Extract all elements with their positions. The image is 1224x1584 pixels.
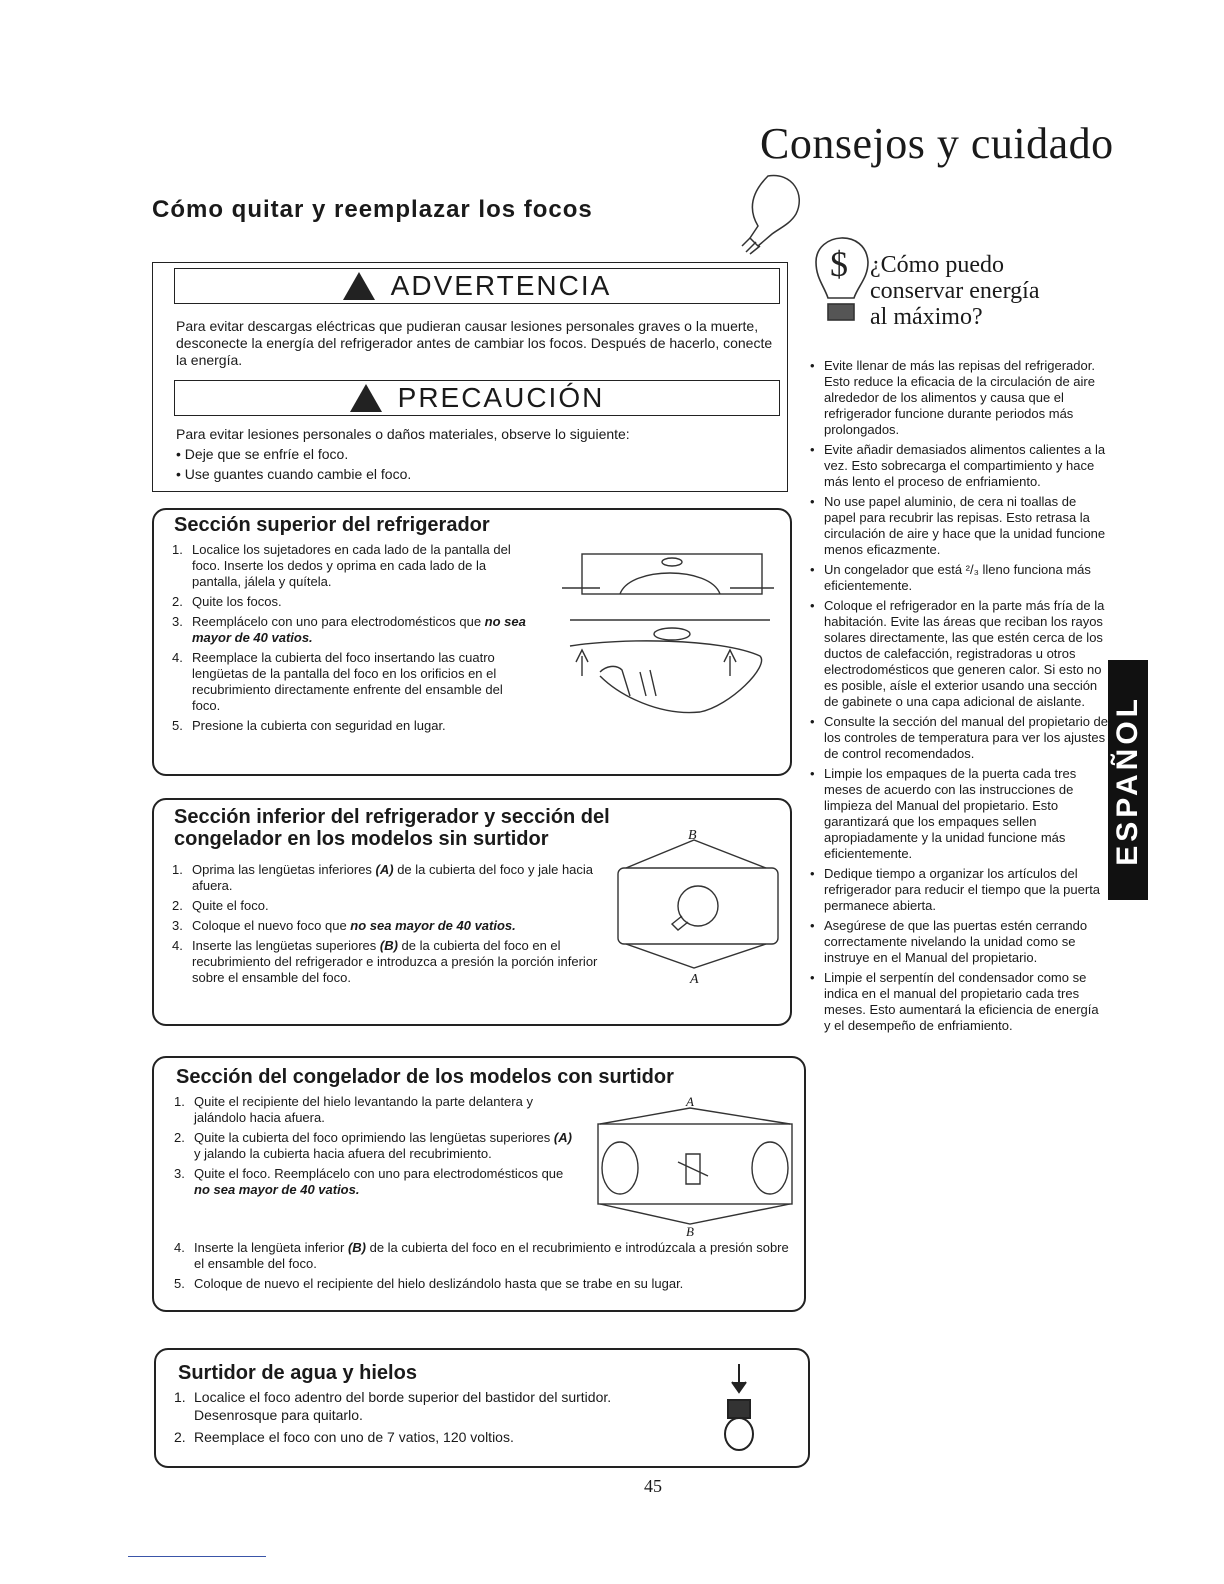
list-item: 4. Reemplace la cubierta del foco insertando las cuatro lengüetas de la pantalla del foco en los orificios en el recubrimiento directamente enfrente del ensamble del foco. bbox=[172, 650, 503, 713]
caution-intro: Para evitar lesiones personales o daños materiales, observe lo siguiente: bbox=[176, 426, 630, 442]
lower-light-cover-illustration bbox=[606, 828, 786, 988]
list-item: 2. Quite la cubierta del foco oprimiendo las lengüetas superiores (A) y jalando la cubierta hacia afuera del recubrimiento. bbox=[174, 1130, 572, 1161]
upper-light-shield-illustration bbox=[560, 546, 780, 726]
section-title: Cómo quitar y reemplazar los focos bbox=[152, 196, 593, 223]
list-item: 5. Presione la cubierta con seguridad en lugar. bbox=[172, 718, 446, 733]
freezer-label-b: B bbox=[686, 1224, 694, 1239]
dollar-sign: $ bbox=[830, 244, 848, 284]
upper-steps bbox=[170, 542, 530, 738]
list-item: 1. Oprima las lengüetas inferiores (A) de la cubierta del foco y jale hacia afuera. bbox=[172, 862, 594, 893]
list-item: 2. Quite el foco. bbox=[172, 898, 269, 913]
energy-tips-list bbox=[808, 358, 1108, 1038]
list-item: 4. Inserte las lengüetas superiores (B) de la cubierta del foco en el recubrimiento del refrigerador e introduzca a presión la porción inferior sobre el ensamble del foco. bbox=[172, 938, 598, 985]
list-item: • Evite llenar de más las repisas del refrigerador. Esto reduce la eficacia de la circulación de aire alrededor de los alimentos y causa que el refrigerador funcione durante periodos más prolongados. bbox=[808, 358, 1108, 438]
label-b: B bbox=[688, 828, 697, 843]
caution-header bbox=[174, 380, 780, 416]
warning-heading: ADVERTENCIA bbox=[390, 270, 612, 301]
list-item: 3. Quite el foco. Reemplácelo con uno para electrodomésticos que no sea mayor de 40 vatios. bbox=[174, 1166, 564, 1197]
lower-section-title: Sección inferior del refrigerador y sección del congelador en los modelos sin surtidor bbox=[174, 806, 610, 850]
list-item: 5. Coloque de nuevo el recipiente del hielo deslizándolo hasta que se trabe en su lugar. bbox=[174, 1276, 684, 1291]
dispenser-section-title: Surtidor de agua y hielos bbox=[178, 1362, 417, 1384]
list-item: • Limpie el serpentín del condensador como se indica en el manual del propietario cada tres meses. Esto aumentará la eficiencia de energía y el desempeño de enfriamiento. bbox=[808, 970, 1108, 1034]
sidebar-title: ¿Cómo puedo conservar energía al máximo? bbox=[870, 252, 1040, 330]
caution-item: • Use guantes cuando cambie el foco. bbox=[176, 466, 412, 482]
list-item: 3. Reemplácelo con uno para electrodomésticos que no sea mayor de 40 vatios. bbox=[172, 614, 526, 645]
freezer-steps-b bbox=[172, 1240, 792, 1296]
list-item: 2. Quite los focos. bbox=[172, 594, 282, 609]
dispenser-section bbox=[178, 1362, 678, 1384]
footer-divider bbox=[128, 1556, 266, 1557]
light-bulb-icon bbox=[720, 168, 810, 258]
page-number: 45 bbox=[644, 1476, 662, 1496]
list-item: 2. Reemplace el foco con uno de 7 vatios, 120 voltios. bbox=[174, 1429, 514, 1445]
list-item: • Dedique tiempo a organizar los artículos del refrigerador para reducir el tiempo que la puerta permanece abierta. bbox=[808, 866, 1108, 914]
list-item: 1. Localice el foco adentro del borde superior del bastidor del surtidor. Desenrosque para quitarlo. bbox=[174, 1389, 612, 1423]
list-item: • Un congelador que está ²/₃ lleno funciona más eficientemente. bbox=[808, 562, 1108, 594]
caution-triangle-icon bbox=[350, 384, 382, 412]
upper-section-title: Sección superior del refrigerador bbox=[174, 514, 490, 536]
dispenser-bulb-icon bbox=[714, 1360, 764, 1456]
warning-text: Para evitar descargas eléctricas que pudieran causar lesiones personales graves o la muerte, desconecte la energía del refrigerador antes de cambiar los focos. Después de hacerlo, conecte la energía. bbox=[176, 318, 773, 368]
freezer-section bbox=[176, 1066, 776, 1088]
caution-item: • Deje que se enfríe el foco. bbox=[176, 446, 349, 462]
warning-header bbox=[174, 268, 780, 304]
freezer-steps-a bbox=[172, 1094, 582, 1202]
upper-section bbox=[174, 514, 774, 536]
freezer-section-title: Sección del congelador de los modelos con surtidor bbox=[176, 1066, 674, 1088]
list-item: • Consulte la sección del manual del propietario de los controles de temperatura para ver los ajustes de control recomendados. bbox=[808, 714, 1108, 762]
freezer-light-illustration bbox=[590, 1098, 800, 1238]
list-item: 1. Quite el recipiente del hielo levantando la parte delantera y jalándolo hacia afuera. bbox=[174, 1094, 533, 1125]
list-item: • No use papel aluminio, de cera ni toallas de papel para recubrir las repisas. Esto retrasa la circulación de aire y hace que la unidad funcione menos eficazmente. bbox=[808, 494, 1108, 558]
list-item: • Evite añadir demasiados alimentos calientes a la vez. Esto sobrecarga el compartimiento y hace más lento el proceso de enfriamiento. bbox=[808, 442, 1108, 490]
freezer-label-a: A bbox=[686, 1094, 694, 1109]
caution-heading: PRECAUCIÓN bbox=[397, 382, 605, 413]
list-item: • Coloque el refrigerador en la parte más fría de la habitación. Evite las áreas que reciban los rayos solares directamente, las que estén cerca de los ductos de calefacción, registradoras u otros electrodomésticos que generen calor. Si esto no es posible, aísle el exterior usando una sección de gabinete o una capa adicional de aislante. bbox=[808, 598, 1108, 710]
lower-section bbox=[174, 806, 614, 850]
page-title: Consejos y cuidado bbox=[760, 119, 1114, 168]
label-a: A bbox=[690, 972, 699, 987]
list-item: 3. Coloque el nuevo foco que no sea mayor de 40 vatios. bbox=[172, 918, 516, 933]
language-tab: ESPAÑOL bbox=[1108, 660, 1148, 900]
dollar-bulb-icon bbox=[806, 222, 876, 332]
list-item: 4. Inserte la lengüeta inferior (B) de la cubierta del foco en el recubrimiento e introdúzcala a presión sobre el ensamble del foco. bbox=[174, 1240, 789, 1271]
list-item: • Asegúrese de que las puertas estén cerrando correctamente nivelando la unidad como se instruye en el Manual del propietario. bbox=[808, 918, 1108, 966]
dispenser-steps bbox=[172, 1388, 692, 1450]
lower-steps bbox=[170, 862, 610, 990]
warning-triangle-icon bbox=[343, 272, 375, 300]
list-item: 1. Localice los sujetadores en cada lado de la pantalla del foco. Inserte los dedos y oprima en cada lado de la pantalla, jálela y quítela. bbox=[172, 542, 511, 589]
list-item: • Limpie los empaques de la puerta cada tres meses de acuerdo con las instrucciones de limpieza del Manual del propietario. Esto garantizará que los empaques sellen apropiadamente y la unidad funcione más eficientemente. bbox=[808, 766, 1108, 862]
